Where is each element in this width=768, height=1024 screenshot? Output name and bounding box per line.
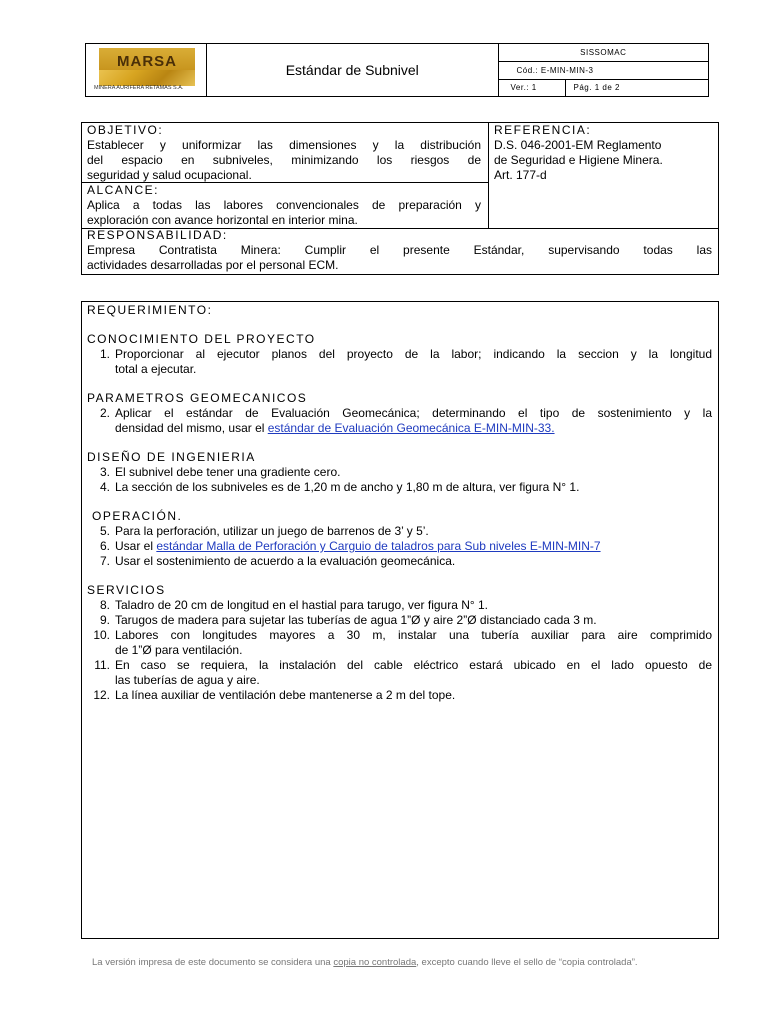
section-conocimiento: CONOCIMIENTO DEL PROYECTO <box>87 332 316 346</box>
list-item: 5. Para la perforación, utilizar un juego de barrenos de 3’ y 5’. <box>99 524 429 538</box>
section-geomecanicos: PARAMETROS GEOMECANICOS <box>87 391 308 405</box>
list-item: 8. Taladro de 20 cm de longitud en el hastial para tarugo, ver figura N° 1. <box>99 598 489 612</box>
list-item: 1. Proporcionar al ejecutor planos del proyecto de la labor; indicando la seccion y la longitud <box>99 347 712 361</box>
list-item: 7. Usar el sostenimiento de acuerdo a la evaluación geomecánica. <box>99 554 456 568</box>
list-item: 3. El subnivel debe tener una gradiente cero. <box>99 465 341 479</box>
responsabilidad-label: RESPONSABILIDAD: <box>87 228 228 242</box>
alcance-label: ALCANCE: <box>87 183 160 197</box>
list-item: 11. En caso se requiera, la instalación del cable eléctrico estará ubicado en el lado opuesto de <box>94 658 712 672</box>
list-item: 9. Tarugos de madera para sujetar las tuberías de agua 1”Ø y aire 2”Ø distanciado cada 3 m. <box>99 613 597 627</box>
objetivo-label: OBJETIVO: <box>87 123 164 137</box>
system-name: SISSOMAC <box>498 44 708 62</box>
page-number: Pág. 1 de 2 <box>565 79 708 96</box>
document-version: Ver.: 1 <box>498 79 565 96</box>
alcance-line-1: Aplica a todas las labores convencionales de preparación y <box>87 198 481 212</box>
footer-note: La versión impresa de este documento se considera una copia no controlada, excepto cuando lleve el sello de “copia controlada”. <box>92 957 638 968</box>
list-item: 4. La sección de los subniveles es de 1,20 m de ancho y 1,80 m de altura, ver figura N° 1. <box>99 480 580 494</box>
referencia-line-2: de Seguridad e Higiene Minera. <box>494 153 663 167</box>
list-item-cont: de 1”Ø para ventilación. <box>115 643 243 657</box>
responsabilidad-line-1: Empresa Contratista Minera: Cumplir el presente Estándar, supervisando todas las <box>87 243 712 257</box>
list-item-cont: total a ejecutar. <box>115 362 197 376</box>
logo-cell <box>86 44 207 97</box>
marsa-logo: MARSA <box>99 48 195 86</box>
referencia-label: REFERENCIA: <box>494 123 592 137</box>
logo-subtitle: MINERA AURIFERA RETAMAS S.A. <box>94 85 184 91</box>
list-item: 12. La línea auxiliar de ventilación debe mantenerse a 2 m del tope. <box>93 688 456 702</box>
list-item: 10. Labores con longitudes mayores a 30 m, instalar una tubería auxiliar para aire comprimido <box>93 628 712 642</box>
list-item-cont: las tuberías de agua y aire. <box>115 673 260 687</box>
list-item: 2. Aplicar el estándar de Evaluación Geomecánica; determinando el tipo de sostenimiento y la <box>99 406 712 420</box>
document-title: Estándar de Subnivel <box>207 44 499 97</box>
objetivo-line-1: Establecer y uniformizar las dimensiones y la distribución <box>87 138 481 152</box>
list-item: 6. Usar el estándar Malla de Perforación y Carguio de taladros para Sub niveles E-MIN-MIN-7 <box>99 539 601 553</box>
document-code: Cód.: E-MIN-MIN-3 <box>498 62 708 79</box>
section-servicios: SERVICIOS <box>87 583 166 597</box>
document-header <box>85 43 709 97</box>
referencia-line-1: D.S. 046-2001-EM Reglamento <box>494 138 662 152</box>
alcance-line-2: exploración con avance horizontal en interior mina. <box>87 213 358 227</box>
list-item-cont: densidad del mismo, usar el estándar de Evaluación Geomecánica E-MIN-MIN-33. <box>115 421 555 435</box>
objetivo-line-2: del espacio en subniveles, minimizando los riesgos de <box>87 153 481 167</box>
referencia-line-3: Art. 177-d <box>494 168 547 182</box>
section-operacion: OPERACIÓN. <box>92 509 183 523</box>
section-diseno: DISEÑO DE INGENIERIA <box>87 450 256 464</box>
link-malla-perforacion[interactable]: estándar Malla de Perforación y Carguio de taladros para Sub niveles E-MIN-MIN-7 <box>156 539 601 553</box>
objetivo-line-3: seguridad y salud ocupacional. <box>87 168 252 182</box>
footer-link: copia no controlada <box>333 957 417 968</box>
responsabilidad-line-2: actividades desarrolladas por el personal ECM. <box>87 258 339 272</box>
requerimiento-label: REQUERIMIENTO: <box>87 303 213 317</box>
link-evaluacion-geomecanica[interactable]: estándar de Evaluación Geomecánica E-MIN-MIN-33. <box>267 421 555 435</box>
